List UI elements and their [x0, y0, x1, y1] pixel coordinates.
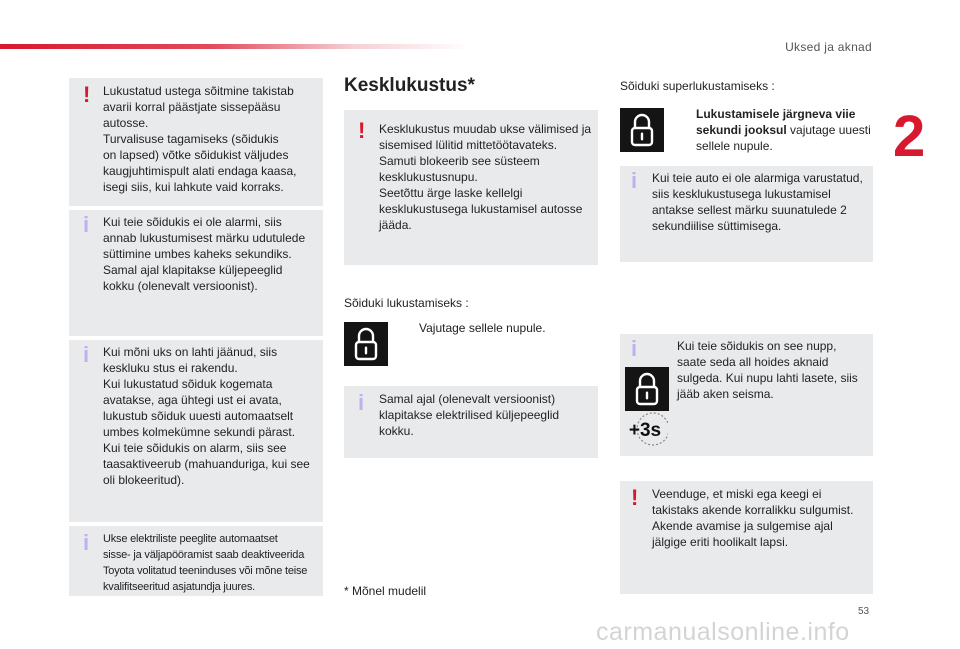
middle-warning-text: Kesklukustus muudab ukse välimised ja sisemised lülitid mittetöötavateks. Samuti blokeerib see süsteem kesklukustusnupu. Seetõttu ärge laske kellelgi kesklukustusega lukustamisel autosse jääda. [379, 122, 592, 232]
left-warning-box [69, 78, 323, 206]
left-info-text-2: Kui mõni uks on lahti jäänud, siis keskluku stus ei rakendu. Kui lukustatud sõiduk kogemata avatakse, aga ühtegi ust ei avata, lukustub sõiduk uuesti automaatselt umbes kolmekümne sekundi pärast. Kui teie sõidukis on alarm, siis see taasaktiveerub (mahuanduriga, kui see oli blokeeritud). [103, 345, 310, 487]
superlock-title: Sõiduki superlukustamiseks : [620, 79, 775, 93]
info-icon: i [83, 212, 90, 237]
left-info-box-2 [69, 340, 323, 522]
warning-icon: ! [358, 118, 366, 143]
chapter-number: 2 [893, 104, 926, 169]
section-title: Uksed ja aknad [785, 40, 872, 54]
superlock-step-rest: vajutage uuesti sellele nupule. [696, 123, 871, 153]
lock-step-text: Vajutage sellele nupule. [419, 321, 546, 335]
warning-icon: ! [83, 82, 91, 107]
info-icon: i [358, 390, 365, 415]
superlock-step [676, 106, 874, 156]
superlock-step-bold: Lukustamisele järgneva viie sekundi jooksul [696, 107, 856, 137]
right-warning-text: Veenduge, et miski ega keegi ei takistaks akende korralikku sulgumist. Akende avamise ja sulgemise ajal jälgige eriti hoolikalt lapsi. [652, 487, 854, 549]
right-info-box-1 [620, 166, 873, 262]
right-warning-box [620, 481, 873, 594]
right-info-text-2: Kui teie sõidukis on see nupp, saate seda all hoides aknaid sulgeda. Kui nupu lahti lasete, siis jääb aken seisma. [677, 339, 858, 401]
header-accent-bar [0, 44, 470, 49]
info-icon: i [83, 530, 90, 555]
info-icon: i [631, 168, 638, 193]
timer-plus-3s-icon [622, 409, 668, 449]
lock-icon [625, 367, 669, 411]
lock-icon [620, 108, 664, 152]
middle-warning-box [344, 110, 598, 265]
info-icon: i [631, 336, 638, 361]
right-info-text-1: Kui teie auto ei ole alarmiga varustatud, siis kesklukustusega lukustamisel antakse sellest märku suunatulede 2 sekundiilise süttimisega. [652, 171, 863, 233]
timer-label: +3s [628, 420, 662, 441]
watermark: carmanualsonline.info [596, 618, 850, 646]
lock-icon [344, 322, 388, 366]
left-info-box-1 [69, 210, 323, 336]
left-warning-text: Lukustatud ustega sõitmine takistab avarii korral päästjate sissepääsu autosse. Turvalisuse tagamiseks (sõidukis on lapsed) võtke sõidukist väljudes kaugjuhtimispult alati endaga kaasa, isegi siis, kui lahkute vaid korraks. [103, 84, 297, 194]
page-heading: Kesklukustus* [344, 75, 475, 96]
left-info-text-3: Ukse elektriliste peeglite automaatset sisse- ja väljapööramist saab deaktiveerida Toyota volitatud teeninduses või mõne teise kvalifitseeritud asjatundja juures. [103, 533, 308, 593]
lock-title: Sõiduki lukustamiseks : [344, 296, 469, 310]
warning-icon: ! [631, 485, 639, 510]
middle-info-text: Samal ajal (olenevalt versioonist) klapitakse elektrilised küljepeeglid kokku. [379, 392, 560, 438]
footnote: * Mõnel mudelil [344, 584, 427, 598]
info-icon: i [83, 342, 90, 367]
lock-step [399, 320, 599, 338]
page-number: 53 [858, 606, 870, 617]
left-info-box-3 [69, 526, 323, 596]
middle-info-box [344, 386, 598, 458]
left-info-text-1: Kui teie sõidukis ei ole alarmi, siis annab lukustumisest märku udutulede süttimine umbes kaheks sekundiks. Samal ajal klapitakse küljepeeglid kokku (olenevalt versioonist). [103, 215, 306, 293]
